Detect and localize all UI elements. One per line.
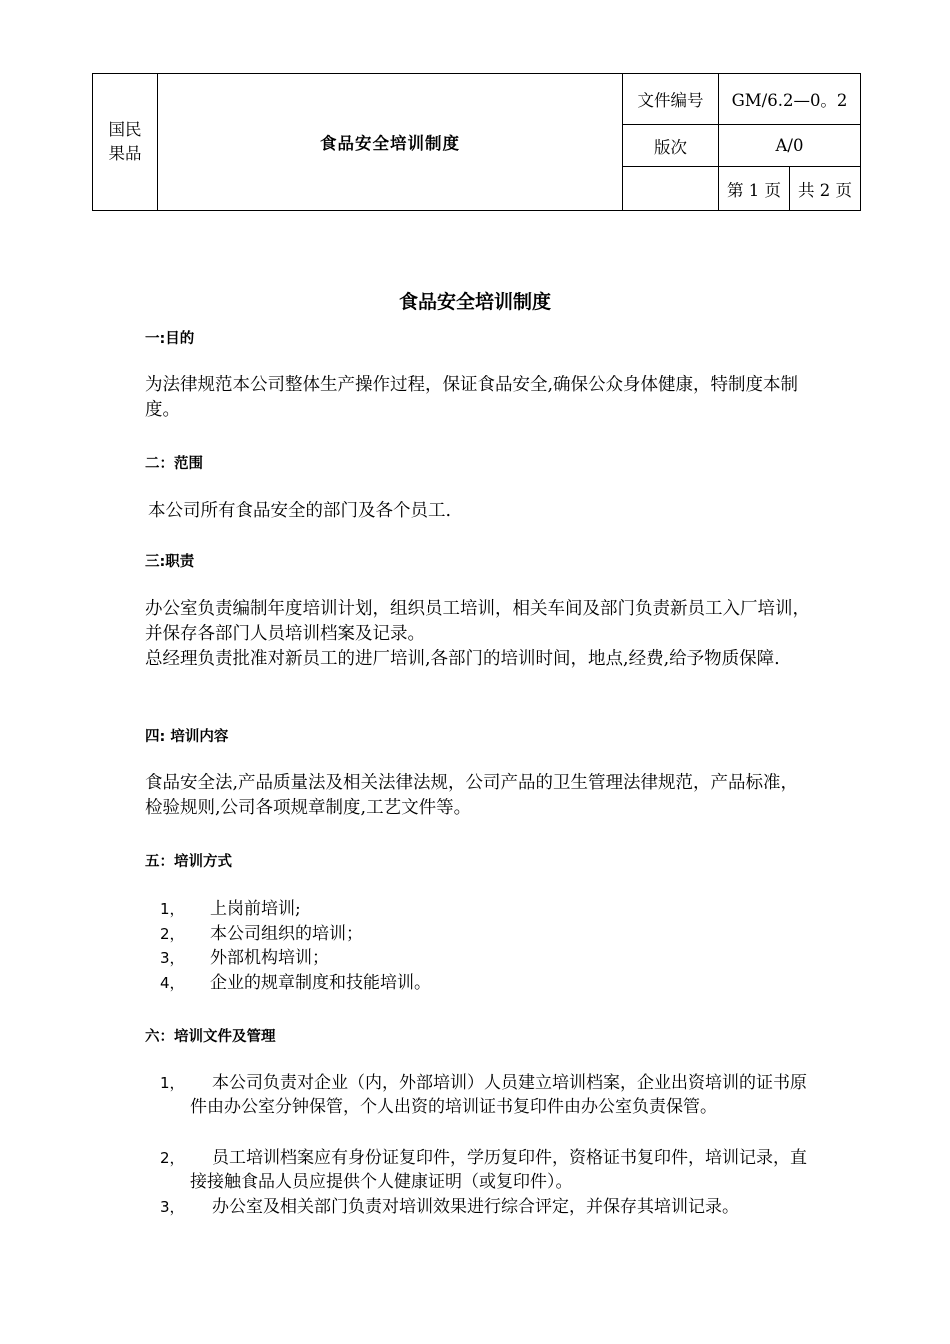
- purpose-paragraph: 为法律规范本公司整体生产操作过程，保证食品安全,确保公众身体健康，特制度本制度。: [145, 375, 799, 420]
- method-item-text: 本公司组织的培训；: [210, 924, 363, 944]
- section-heading-docs: 六：培训文件及管理: [145, 1029, 276, 1045]
- section-heading-purpose: 一:目的: [145, 331, 195, 347]
- version-label: 版次: [623, 125, 719, 167]
- docs-item-number: 2，: [160, 1149, 185, 1167]
- docs-item-number: 1，: [160, 1074, 185, 1092]
- docs-item-number: 3，: [160, 1198, 185, 1216]
- method-item-number: 2，: [160, 925, 185, 943]
- company-name-cell: [93, 74, 158, 211]
- method-item-number: 3，: [160, 949, 185, 967]
- section-text-purpose: [145, 373, 810, 423]
- doc-number-value: GM/6.2—0。2: [719, 74, 861, 125]
- docs-item-text: 员工培训档案应有身份证复印件，学历复印件，资格证书复印件，培训记录，直接接触食品人员应提供个人健康证明（或复印件）。: [190, 1148, 807, 1192]
- method-item-text: 企业的规章制度和技能培训。: [210, 973, 431, 993]
- empty-cell: [623, 167, 719, 211]
- section-text-scope: [148, 499, 813, 524]
- scope-paragraph: 本公司所有食品安全的部门及各个员工.: [148, 501, 452, 521]
- docs-item-text: 办公室及相关部门负责对培训效果进行综合评定，并保存其培训记录。: [212, 1197, 739, 1217]
- content-paragraph: 食品安全法,产品质量法及相关法律法规，公司产品的卫生管理法律规范，产品标准，检验规则,公司各项规章制度,工艺文件等。: [145, 773, 799, 818]
- section-heading-method: 五：培训方式: [145, 854, 232, 870]
- docs-item-text: 本公司负责对企业（内，外部培训）人员建立培训档案，企业出资培训的证书原件由办公室分钟保管，个人出资的培训证书复印件由办公室负责保管。: [190, 1073, 807, 1117]
- page-total: 共 2 页: [790, 167, 861, 211]
- duty-paragraph-2: 总经理负责批准对新员工的进厂培训,各部门的培训时间，地点,经费,给予物质保障.: [145, 649, 780, 669]
- company-name-line2: 果品: [108, 144, 142, 163]
- section-heading-scope: 二：范围: [145, 456, 203, 472]
- page-current: 第 1 页: [719, 167, 790, 211]
- method-item-number: 4，: [160, 974, 185, 992]
- company-name-line1: 国民: [108, 120, 142, 139]
- docs-item: [160, 1195, 812, 1219]
- section-heading-duty: 三:职责: [145, 554, 195, 570]
- method-item-text: 上岗前培训;: [210, 899, 301, 919]
- duty-paragraph-1: 办公室负责编制年度培训计划，组织员工培训，相关车间及部门负责新员工入厂培训，并保存各部门人员培训档案及记录。: [145, 599, 810, 644]
- header-doc-title: 食品安全培训制度: [158, 74, 623, 211]
- document-header-table: [92, 73, 861, 211]
- method-item-text: 外部机构培训；: [210, 948, 329, 968]
- section-heading-content: 四: 培训内容: [145, 729, 229, 745]
- version-value: A/0: [719, 125, 861, 167]
- docs-item: [160, 1146, 812, 1194]
- page-title: 食品安全培训制度: [398, 291, 551, 313]
- docs-item: [160, 1071, 812, 1119]
- method-item-number: 1，: [160, 900, 185, 918]
- section-text-content: [145, 771, 810, 821]
- doc-number-label: 文件编号: [623, 74, 719, 125]
- section-text-duty: [145, 597, 810, 672]
